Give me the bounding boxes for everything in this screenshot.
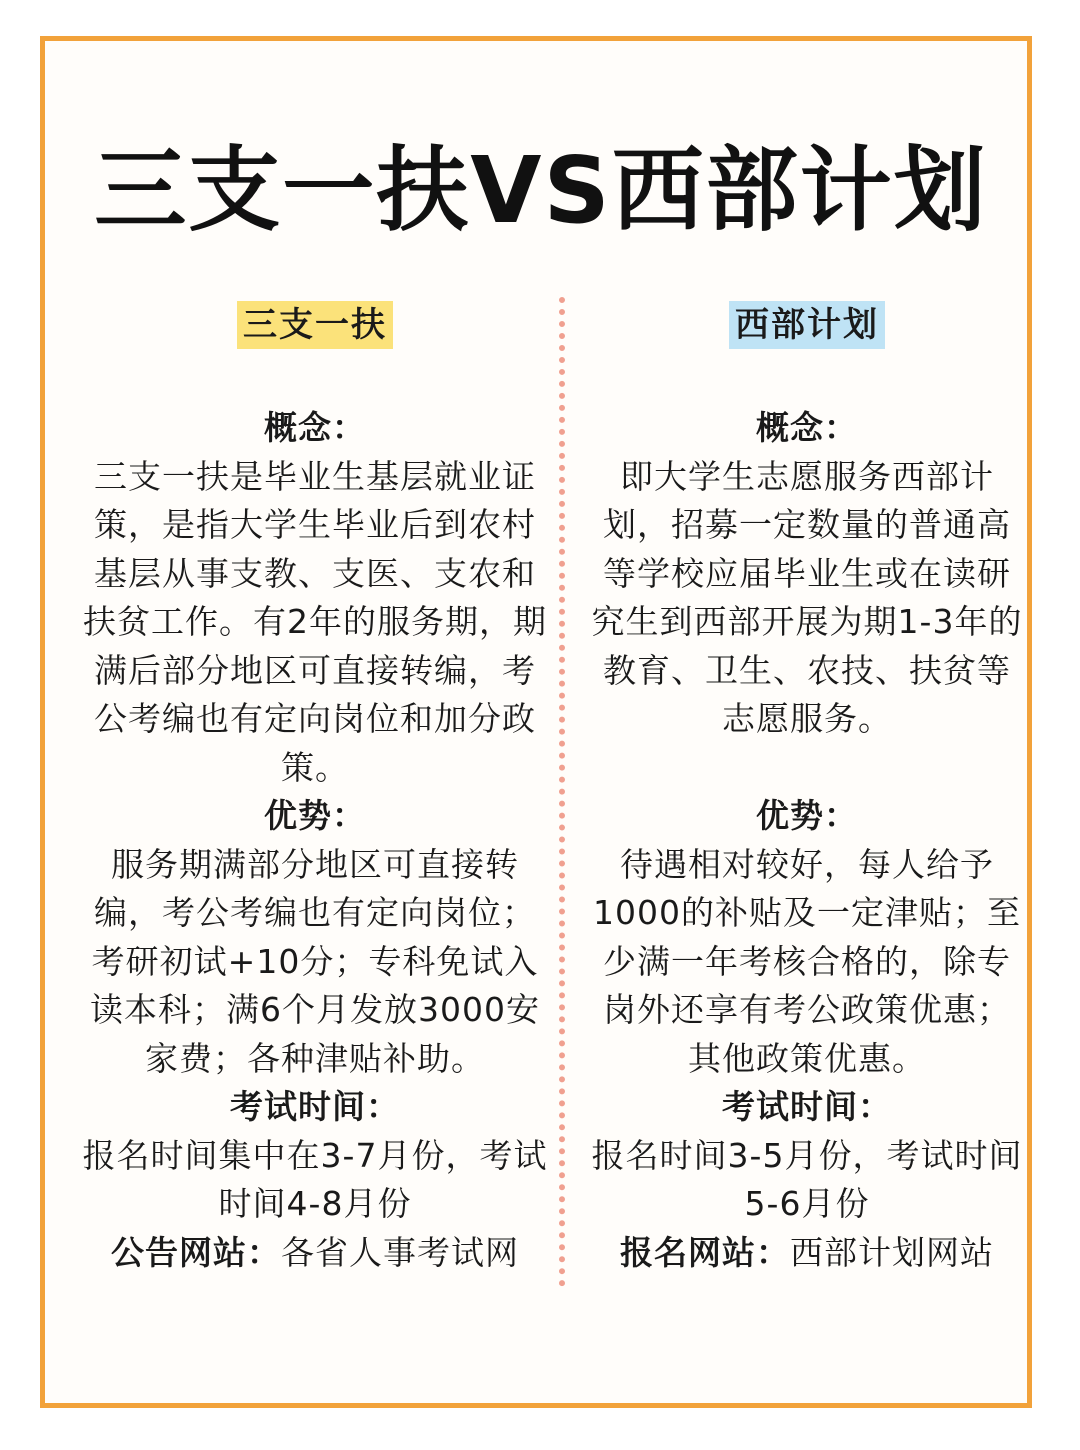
right-column — [589, 301, 1025, 1277]
left-tag: 三支一扶 — [237, 301, 393, 349]
right-exam-text: 报名时间3-5月份，考试时间5-6月份 — [591, 1135, 1023, 1223]
right-site-value: 西部计划网站 — [790, 1232, 994, 1272]
left-advantage-text: 服务期满部分地区可直接转编，考公考编也有定向岗位；考研初试+10分；专科免试入读本科；满6个月发放3000安家费；各种津贴补助。 — [90, 844, 540, 1078]
left-site-value: 各省人事考试网 — [281, 1232, 519, 1272]
right-concept-text: 即大学生志愿服务西部计划，招募一定数量的普通高等学校应届毕业生或在读研究生到西部开展为期1-3年的教育、卫生、农技、扶贫等志愿服务。 — [591, 456, 1023, 738]
left-column — [81, 301, 549, 1277]
spacer — [589, 744, 1025, 793]
right-concept-heading: 概念： — [756, 408, 858, 447]
left-concept-text: 三支一扶是毕业生基层就业证策，是指大学生毕业后到农村基层从事支教、支医、支农和扶贫工作。有2年的服务期，期满后部分地区可直接转编，考公考编也有定向岗位和加分政策。 — [83, 456, 547, 787]
right-advantage-heading: 优势： — [756, 796, 858, 835]
left-exam-text: 报名时间集中在3-7月份，考试时间4-8月份 — [82, 1135, 548, 1223]
right-exam-heading: 考试时间： — [722, 1087, 892, 1126]
left-exam-heading: 考试时间： — [230, 1087, 400, 1126]
left-site-line — [81, 1229, 549, 1278]
left-advantage-heading: 优势： — [264, 796, 366, 835]
right-advantage-text: 待遇相对较好，每人给予1000的补贴及一定津贴；至少满一年考核合格的，除专岗外还享有考公政策优惠；其他政策优惠。 — [593, 844, 1021, 1078]
left-concept-heading: 概念： — [264, 408, 366, 447]
column-divider — [559, 297, 565, 1287]
comparison-card — [40, 36, 1032, 1408]
left-site-label: 公告网站： — [111, 1232, 281, 1272]
right-tag: 西部计划 — [729, 301, 885, 349]
right-site-line — [589, 1229, 1025, 1278]
page-title: 三支一扶VS西部计划 — [94, 137, 988, 244]
right-site-label: 报名网站： — [620, 1232, 790, 1272]
